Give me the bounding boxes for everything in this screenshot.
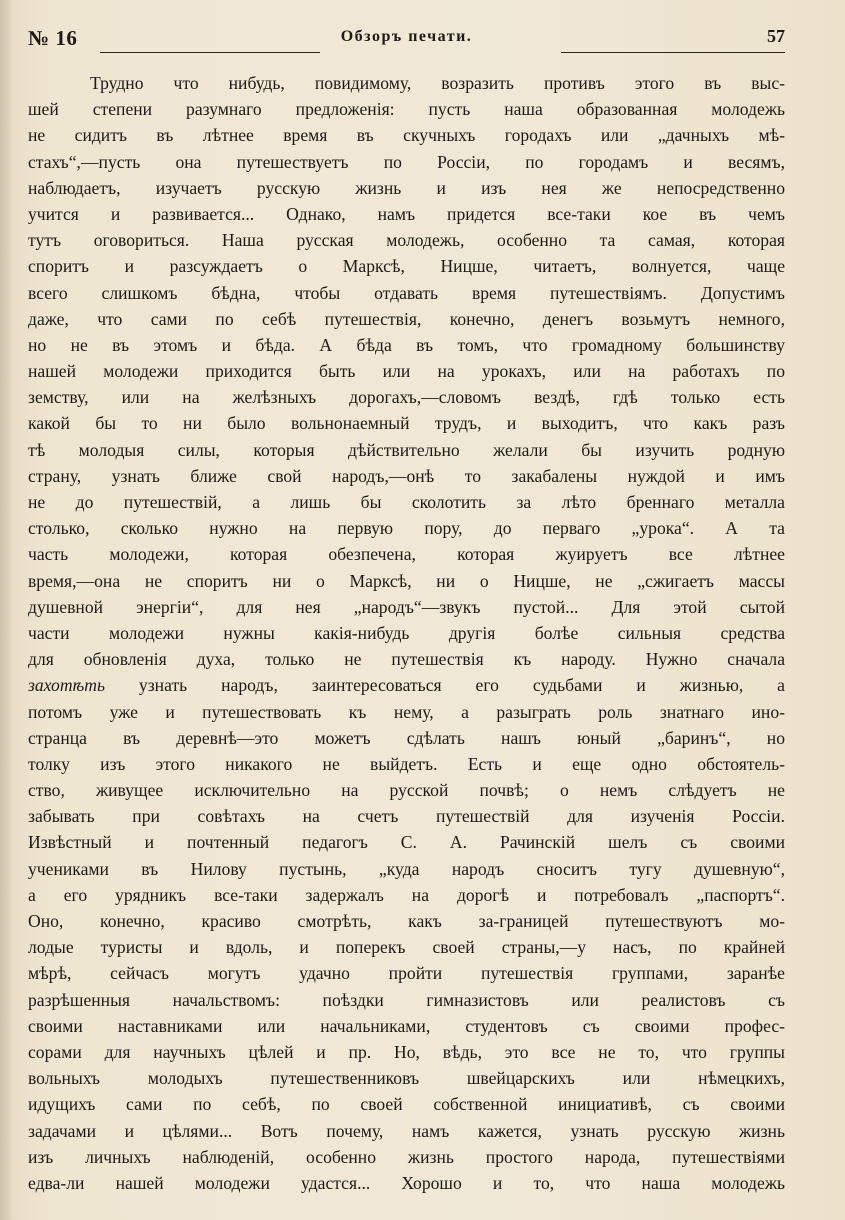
text-line: части молодежи нужны какія-нибудь другія болѣе сильныя средства [28, 622, 785, 643]
text-line: едва-ли нашей молодежи удастся... Хорошо и то, что наша молодежь [28, 1172, 785, 1193]
text-line: задачами и цѣлями... Вотъ почему, намъ кажется, узнать русскую жизнь [28, 1120, 785, 1141]
text-line: наблюдаетъ, изучаетъ русскую жизнь и изъ нея же непосредственно [28, 177, 785, 198]
text-line: изъ личныхъ наблюденій, особенно жизнь простого народа, путешествіями [28, 1146, 785, 1167]
page-header [28, 22, 785, 56]
text-line: даже, что сами по себѣ путешествія, конечно, денегъ возьмутъ немного, [28, 308, 785, 329]
text-line: идущихъ сами по себѣ, по своей собственной инициативѣ, съ своими [28, 1094, 785, 1115]
text-line: учениками въ Нилову пустынь, „куда народъ сноситъ тугу душевную“, [28, 858, 785, 879]
page-edge-shadow [0, 0, 14, 1220]
article-body [28, 70, 785, 1196]
text-line: страну, узнать ближе свой народъ,—онѣ то закабалены нуждой и имъ [28, 465, 785, 486]
text-line: лодые туристы и вдоль, и поперекъ своей страны,—у насъ, по крайней [28, 937, 785, 958]
text-line: сорами для научныхъ цѣлей и пр. Но, вѣдь, это все не то, что группы [28, 1041, 785, 1062]
text-line: ство, живущее исключительно на русской почвѣ; о немъ слѣдуетъ не [28, 780, 785, 801]
page-number: 57 [767, 26, 785, 46]
text-line: забывать при совѣтахъ на счетъ путешествій для изученія Россіи. [28, 806, 785, 827]
text-line: стахъ“,—пусть она путешествуетъ по Россіи, по городамъ и весямъ, [28, 151, 785, 172]
text-line: а его урядникъ все-таки задержалъ на дорогѣ и потребовалъ „паспортъ“. [28, 884, 785, 905]
text-line: земству, или на желѣзныхъ дорогахъ,—словомъ вездѣ, гдѣ только есть [28, 387, 785, 408]
text-line: Трудно что нибудь, повидимому, возразить противъ этого въ выс- [90, 73, 785, 93]
text-line: Оно, конечно, красиво смотрѣть, какъ за-границей путешествуютъ мо- [28, 911, 785, 931]
running-title: Обзоръ печати. [340, 28, 473, 45]
text-line: душевной энергіи“, для нея „народъ“—звукъ пустой... Для этой сытой [28, 596, 785, 617]
text-line: время,—она не споритъ ни о Марксѣ, ни о Ницше, не „сжигаетъ массы [28, 570, 785, 591]
issue-number: № 16 [28, 26, 78, 50]
text-line: всего слишкомъ бѣдна, чтобы отдавать время путешествіямъ. Допустимъ [28, 282, 785, 303]
text-line: для обновленія духа, только не путешествія къ народу. Нужно сначала [28, 649, 785, 670]
text-line: Извѣстный и почтенный педагогъ С. А. Рачинскій шелъ съ своими [28, 832, 785, 853]
text-line: учится и развивается... Однако, намъ придется все-таки кое въ чемъ [28, 203, 785, 224]
text-line: шей степени разумнаго предложенія: пусть наша образованная молодежь [28, 99, 785, 120]
header-rule-right [561, 52, 785, 53]
header-rule-left [100, 52, 320, 53]
text-line: нашей молодежи приходится быть или на урокахъ, или на работахъ по [28, 361, 785, 382]
text-line: разрѣшенныя начальствомъ: поѣздки гимназистовъ или реалистовъ съ [28, 989, 785, 1010]
text-line: своими наставниками или начальниками, студентовъ съ своими профес- [28, 1015, 785, 1036]
text-line: столько, сколько нужно на первую пору, до перваго „урока“. А та [28, 518, 785, 539]
text-line: споритъ и разсуждаетъ о Марксѣ, Ницше, читаетъ, волнуется, чаще [28, 256, 785, 277]
text-line: вольныхъ молодыхъ путешественниковъ швейцарскихъ или нѣмецкихъ, [28, 1068, 785, 1089]
text-line: не сидитъ въ лѣтнее время въ скучныхъ городахъ или „дачныхъ мѣ- [28, 125, 785, 146]
text-line: потомъ уже и путешествовать къ нему, а разыграть роль знатнаго ино- [28, 701, 785, 722]
text-line: тутъ оговориться. Наша русская молодежь, особенно та самая, которая [28, 230, 785, 251]
text-line: мѣрѣ, сейчасъ могутъ удачно пройти путешествія группами, заранѣе [28, 963, 785, 984]
text-line: но не въ этомъ и бѣда. А бѣда въ томъ, что громадному большинству [28, 334, 785, 355]
text-line: не до путешествій, а лишь бы сколотить за лѣто бреннаго металла [28, 492, 785, 512]
text-line: какой бы то ни было вольнонаемный трудъ, и выходитъ, что какъ разъ [28, 413, 785, 434]
text-line: толку изъ этого никакого не выйдетъ. Есть и еще одно обстоятель- [28, 753, 785, 774]
text-line: захотѣть узнать народъ, заинтересоваться его судьбами и жизнью, а [28, 675, 785, 696]
text-line: тѣ молодыя силы, которыя дѣйствительно желали бы изучить родную [28, 439, 785, 460]
text-line: странца въ деревнѣ—это можетъ сдѣлать нашъ юный „баринъ“, но [28, 727, 785, 748]
text-line: часть молодежи, которая обезпечена, которая жуируетъ все лѣтнее [28, 544, 785, 565]
